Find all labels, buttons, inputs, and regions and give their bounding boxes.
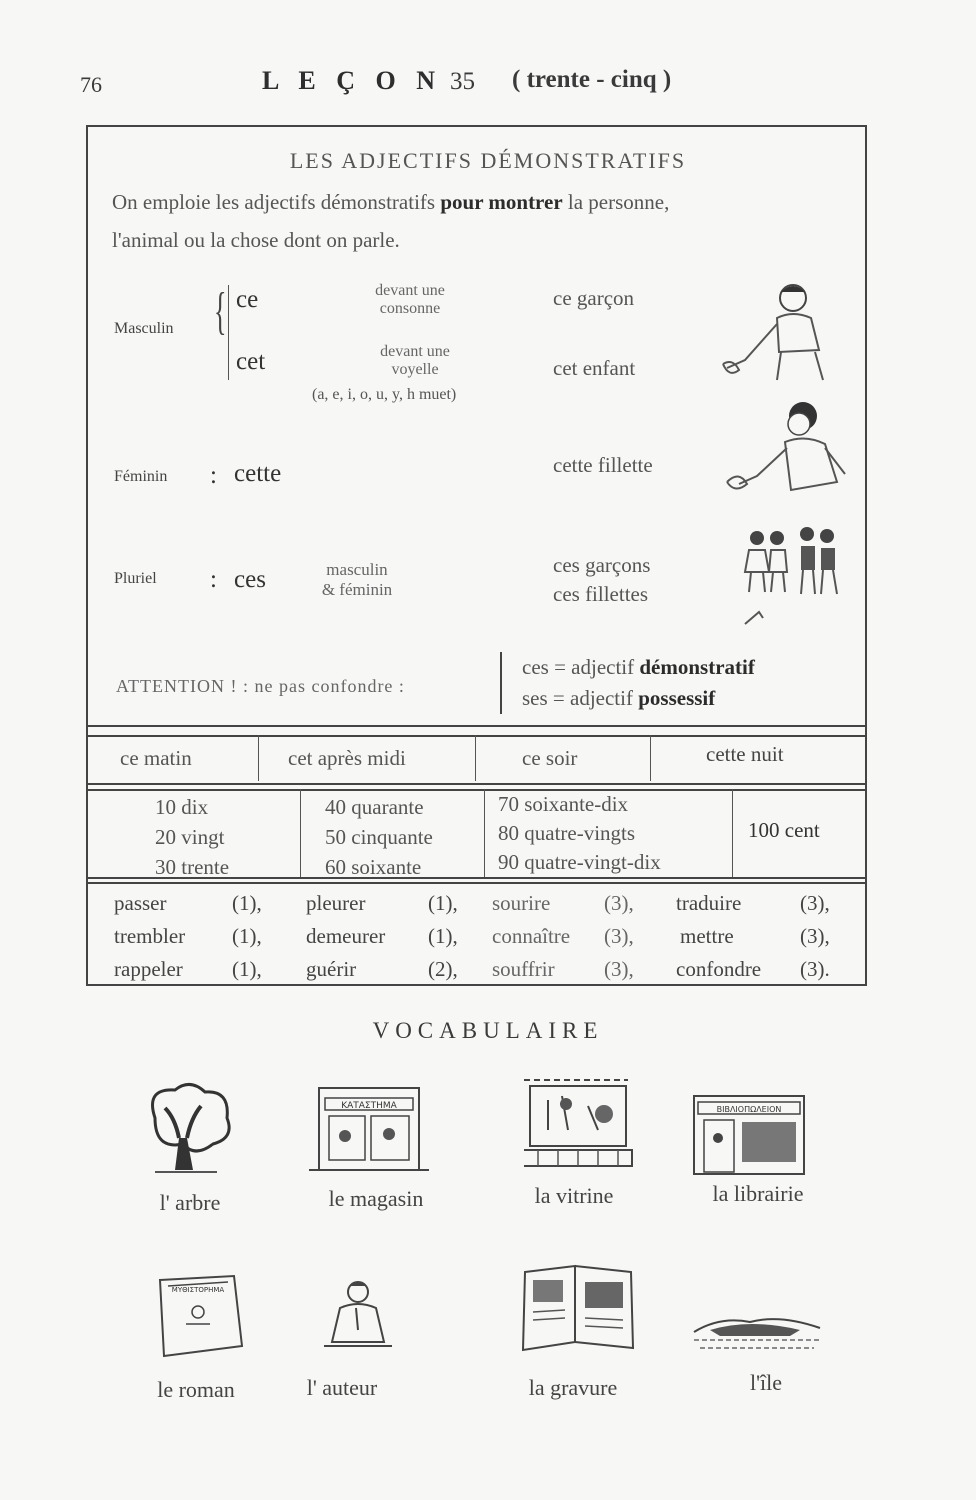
vocab-label-vitrine: la vitrine: [534, 1183, 614, 1208]
tree-icon: [135, 1078, 235, 1178]
book-title-text: ΜΥΘΙΣΤΟΡΗΜΑ: [171, 1286, 225, 1294]
note-consonne: devant une consonne: [375, 282, 445, 317]
vocab-label-magasin: le magasin: [328, 1186, 424, 1211]
numbers-col-2: 40 quarante 50 cinquante 60 soixante: [325, 795, 433, 879]
form-cette: cette: [234, 460, 282, 487]
numbers-sep-3: [732, 789, 733, 877]
shop-icon: [305, 1080, 435, 1175]
lesson-number-words: ( trente - cinq ): [512, 66, 672, 93]
section-title: LES ADJECTIFS DÉMONSTRATIFS: [289, 148, 687, 173]
numbers-col-1: 10 dix 20 vingt 30 trente: [155, 795, 230, 879]
attention-bar: [500, 652, 502, 714]
intro-line-2: l'animal ou la chose dont on parle.: [112, 228, 400, 252]
shop-window-icon: [518, 1070, 638, 1175]
numbers-col-4: 100 cent: [748, 818, 820, 842]
times-sep-1: [258, 735, 259, 781]
feminin-colon: :: [210, 462, 217, 489]
note-voyelle: devant une voyelle: [380, 343, 450, 378]
pluriel-label: Pluriel: [114, 570, 157, 587]
intro-line-1: On emploie les adjectifs démonstratifs pour montrer la personne,: [112, 190, 670, 214]
divider-numbers-top-2: [86, 789, 865, 791]
time-evening: ce soir: [522, 746, 578, 770]
vowel-list: (a, e, i, o, u, y, h muet): [312, 386, 457, 403]
example-ces-fillettes: ces fillettes: [553, 582, 649, 606]
time-morning: ce matin: [120, 746, 192, 770]
feminin-label: Féminin: [114, 468, 168, 485]
lesson-heading: L E Ç O N: [262, 66, 443, 95]
times-sep-2: [475, 735, 476, 781]
verb-list: [114, 887, 844, 986]
masculin-bar: [228, 285, 229, 380]
girl-pointing-illustration: [715, 398, 855, 503]
children-group-illustration: [725, 520, 855, 640]
bookshop-sign-text: ΒΙΒΛΙΟΠΩΛΕΙΟΝ: [716, 1105, 782, 1114]
numbers-sep-1: [300, 789, 301, 877]
note-masculin-feminin: masculin & féminin: [321, 560, 393, 599]
time-afternoon: cet après midi: [288, 746, 406, 770]
novel-book-icon: [150, 1272, 250, 1362]
author-icon: [318, 1278, 398, 1363]
verb-row: passer (1), pleurer (1), sourire (3), traduire (3),: [114, 891, 830, 915]
attention-ces: ces = adjectif démonstratif: [522, 655, 755, 679]
vocab-label-ile: l'île: [749, 1370, 783, 1395]
verb-row: trembler (1), demeurer (1), connaître (3), mettre (3),: [114, 924, 830, 948]
example-ce-garcon: ce garçon: [553, 286, 635, 310]
numbers-col-3: 70 soixante-dix 80 quatre-vingts 90 quatre-vingt-dix: [498, 792, 661, 874]
engraving-book-icon: [515, 1262, 640, 1357]
divider-verbs-top-2: [86, 882, 865, 884]
vocab-label-gravure: la gravure: [528, 1375, 618, 1400]
masculin-brace: {: [214, 283, 227, 340]
time-night: cette nuit: [706, 742, 784, 766]
form-ces: ces: [234, 566, 266, 593]
vocab-label-arbre: l' arbre: [159, 1190, 221, 1215]
times-sep-3: [650, 735, 651, 781]
example-cet-enfant: cet enfant: [553, 356, 636, 380]
example-ces-garcons: ces garçons: [553, 553, 651, 577]
example-cette-fillette: cette fillette: [553, 453, 653, 477]
attention-text: ATTENTION ! : ne pas confondre :: [116, 676, 405, 696]
form-ce: ce: [236, 286, 259, 313]
divider-times-top: [86, 725, 865, 727]
form-cet: cet: [236, 348, 266, 375]
verb-row: rappeler (1), guérir (2), souffrir (3), confondre (3).: [114, 957, 830, 981]
page-number: 76: [80, 72, 102, 97]
island-icon: [690, 1308, 825, 1358]
masculin-label: Masculin: [114, 320, 174, 337]
numbers-sep-2: [484, 789, 485, 877]
vocab-label-roman: le roman: [157, 1377, 235, 1402]
attention-ses: ses = adjectif possessif: [522, 686, 716, 710]
boy-pointing-illustration: [715, 280, 845, 390]
bookshop-icon: [688, 1092, 823, 1177]
vocab-label-auteur: l' auteur: [306, 1375, 378, 1400]
divider-numbers-top: [86, 783, 865, 785]
lesson-number: 35: [450, 68, 475, 95]
divider-verbs-top: [86, 877, 865, 879]
vocab-label-librairie: la librairie: [712, 1181, 804, 1206]
vocabulary-title: VOCABULAIRE: [372, 1018, 604, 1043]
pluriel-colon: :: [210, 566, 217, 593]
shop-sign-text: ΚΑΤΑΣΤΗΜΑ: [341, 1101, 397, 1111]
